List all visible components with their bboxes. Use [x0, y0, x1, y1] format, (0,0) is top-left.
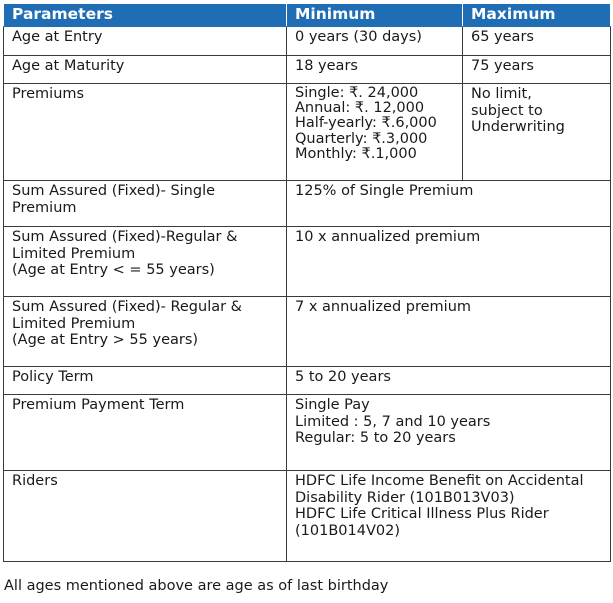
row-premiums-param: Premiums [4, 84, 287, 181]
header-parameters: Parameters [4, 4, 287, 27]
row-riders-param: Riders [4, 471, 287, 562]
table-row [4, 395, 611, 471]
row-ppt-param: Premium Payment Term [4, 395, 287, 471]
row-ppt-value: Single Pay Limited : 5, 7 and 10 years Regular: 5 to 20 years [287, 395, 611, 471]
table-row [4, 84, 611, 181]
table-row [4, 181, 611, 227]
row-age-at-maturity-param: Age at Maturity [4, 56, 287, 84]
row-policy-term-value: 5 to 20 years [287, 367, 611, 395]
row-age-at-entry-param: Age at Entry [4, 27, 287, 56]
table-row [4, 367, 611, 395]
row-sa-regular-le55-param: Sum Assured (Fixed)-Regular & Limited Premium (Age at Entry < = 55 years) [4, 227, 287, 297]
row-sa-regular-gt55-value: 7 x annualized premium [287, 297, 611, 367]
row-policy-term-param: Policy Term [4, 367, 287, 395]
table-header-row [4, 4, 611, 27]
table-row [4, 471, 611, 562]
row-age-at-entry-min: 0 years (30 days) [287, 27, 463, 56]
row-sa-single-value: 125% of Single Premium [287, 181, 611, 227]
table-row [4, 27, 611, 56]
row-premiums-max: No limit, subject to Underwriting [463, 84, 611, 181]
table-row [4, 227, 611, 297]
header-maximum: Maximum [463, 4, 611, 27]
header-minimum: Minimum [287, 4, 463, 27]
footnote: All ages mentioned above are age as of last birthday [4, 578, 389, 594]
row-premiums-min [287, 84, 463, 181]
row-sa-regular-gt55-param: Sum Assured (Fixed)- Regular & Limited Premium (Age at Entry > 55 years) [4, 297, 287, 367]
table-row [4, 297, 611, 367]
row-age-at-entry-max: 65 years [463, 27, 611, 56]
row-age-at-maturity-max: 75 years [463, 56, 611, 84]
parameters-table [3, 3, 611, 562]
premiums-min-list: Single: ₹. 24,000 Annual: ₹. 12,000 Half-yearly: ₹.6,000 Quarterly: ₹.3,000 Monthly: ₹.1,000 [295, 85, 437, 162]
row-age-at-maturity-min: 18 years [287, 56, 463, 84]
row-sa-regular-le55-value: 10 x annualized premium [287, 227, 611, 297]
table-row [4, 56, 611, 84]
row-sa-single-param: Sum Assured (Fixed)- Single Premium [4, 181, 287, 227]
row-riders-value: HDFC Life Income Benefit on Accidental Disability Rider (101B013V03) HDFC Life Critical Illness Plus Rider (101B014V02) [287, 471, 611, 562]
